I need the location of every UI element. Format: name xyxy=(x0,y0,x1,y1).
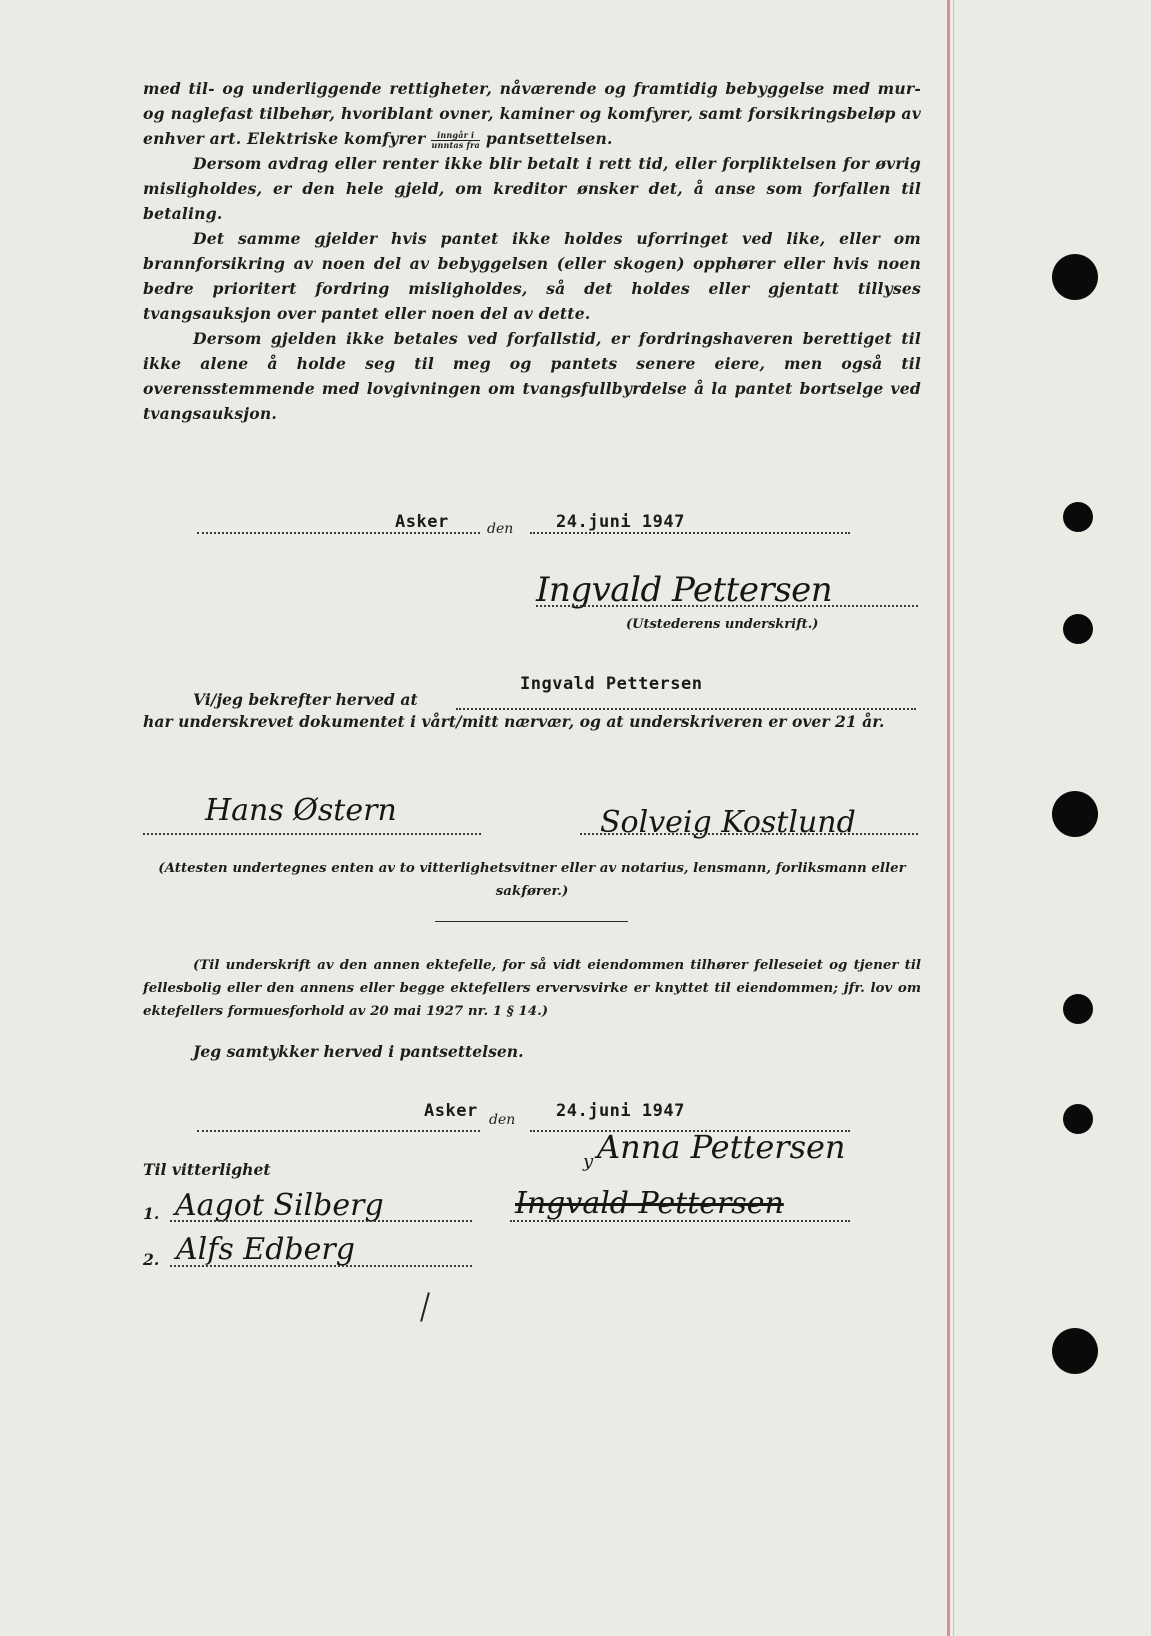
punch-hole xyxy=(1063,502,1093,532)
punch-hole xyxy=(1052,791,1098,837)
vitterlighet-signature-2: Alfs Edberg xyxy=(176,1232,355,1267)
vitterlighet-signature-1: Aagot Silberg xyxy=(175,1188,384,1223)
confirm-text: har underskrevet dokumentet i vårt/mitt nærvær, og at underskriveren er over 21 år. xyxy=(143,712,885,731)
date-value-2: 24.juni 1947 xyxy=(556,1101,685,1121)
punch-hole xyxy=(1063,1104,1093,1134)
terms-paragraph-1: med til- og underliggende rettigheter, nåværende og framtidig bebyggelse med mur- og naglefast tilbehør, hvoriblant ovner, kaminer og komfyrer, samt forsikringsbeløp av enhver art. Elektriske komfyrer $\frac{\text{inngår i}}{\text{unntas fra}}$ pantsettelsen. xyxy=(143,79,921,150)
vitterlighet-label: Til vitterlighet xyxy=(143,1160,271,1179)
vitterlighet-num-1: 1. xyxy=(143,1204,160,1223)
vitterlighet-num-2: 2. xyxy=(143,1250,160,1269)
punch-hole xyxy=(1052,254,1098,300)
spouse-signature: Anna Pettersen xyxy=(597,1128,846,1166)
vitterlighet-line-1 xyxy=(170,1220,472,1222)
place-value: Asker xyxy=(395,512,449,532)
witness-right-line xyxy=(580,833,918,835)
terms-paragraph-4: Dersom gjelden ikke betales ved forfallstid, er fordringshaveren berettiget til ikke alene å holde seg til meg og pantets senere eiere, men også til overensstemmende med lovgivningen om tvangsfullbyrdelse å la pantet bortselge ved tvangsauksjon. xyxy=(143,329,921,423)
issuer-dotted-line xyxy=(536,605,918,607)
date-dotted-line xyxy=(530,532,850,534)
spouse-dotted-line xyxy=(510,1220,850,1222)
punch-hole xyxy=(1052,1328,1098,1374)
separator-rule xyxy=(435,921,628,922)
den-label: den xyxy=(487,521,514,537)
fraction-choice: $\frac{\text{inngår i}}{\text{unntas fra}}$ xyxy=(431,129,480,150)
place-dotted-line-2 xyxy=(197,1130,480,1132)
margin-line-shadow xyxy=(953,0,954,1636)
terms-paragraph-3: Det samme gjelder hvis pantet ikke holdes uforringet ved like, eller om brannforsikring av noen del av bebyggelsen (eller skogen) opphører eller hvis noen bedre prioritert fordring misligholdes, så det holdes eller gjentatt tillyses tvangsauksjon over pantet eller noen del av dette. xyxy=(143,229,921,323)
witness-left-line xyxy=(143,833,481,835)
witness-right-signature: Solveig Kostlund xyxy=(600,805,856,840)
punch-hole xyxy=(1063,994,1093,1024)
struck-signature: Ingvald Pettersen xyxy=(515,1186,784,1221)
sign-prefix: y xyxy=(583,1151,594,1172)
place-value-2: Asker xyxy=(424,1101,478,1121)
vitterlighet-line-2 xyxy=(170,1265,472,1267)
pen-stroke xyxy=(420,1292,430,1321)
confirm-name: Ingvald Pettersen xyxy=(520,674,703,694)
spouse-note: (Til underskrift av den annen ektefelle, for så vidt eiendommen tilhører felleseiet og tjener til fellesbolig eller den annens eller begge ektefellers ervervsvirke er knyttet til eiendommen; jfr. lov om ektefellers formuesforhold av 20 mai 1927 nr. 1 § 14.) xyxy=(143,957,921,1019)
witness-left-signature: Hans Østern xyxy=(205,793,397,828)
confirm-lead: Vi/jeg bekrefter herved at xyxy=(193,690,418,709)
issuer-caption: (Utstederens underskrift.) xyxy=(626,617,819,632)
place-dotted-line xyxy=(197,532,480,534)
attest-note: (Attesten undertegnes enten av to vitterlighetsvitner eller av notarius, lensmann, forliksmann eller sakfører.) xyxy=(158,860,906,899)
date-value: 24.juni 1947 xyxy=(556,512,685,532)
terms-paragraph-2: Dersom avdrag eller renter ikke blir betalt i rett tid, eller forpliktelsen for øvrig misligholdes, er den hele gjeld, om kreditor ønsker det, å anse som forfallen til betaling. xyxy=(143,154,921,223)
margin-line xyxy=(947,0,950,1636)
punch-hole xyxy=(1063,614,1093,644)
issuer-signature: Ingvald Pettersen xyxy=(536,570,833,610)
mortgage-terms xyxy=(143,76,921,426)
consent-text: Jeg samtykker herved i pantsettelsen. xyxy=(193,1042,524,1061)
den-label-2: den xyxy=(489,1112,516,1128)
